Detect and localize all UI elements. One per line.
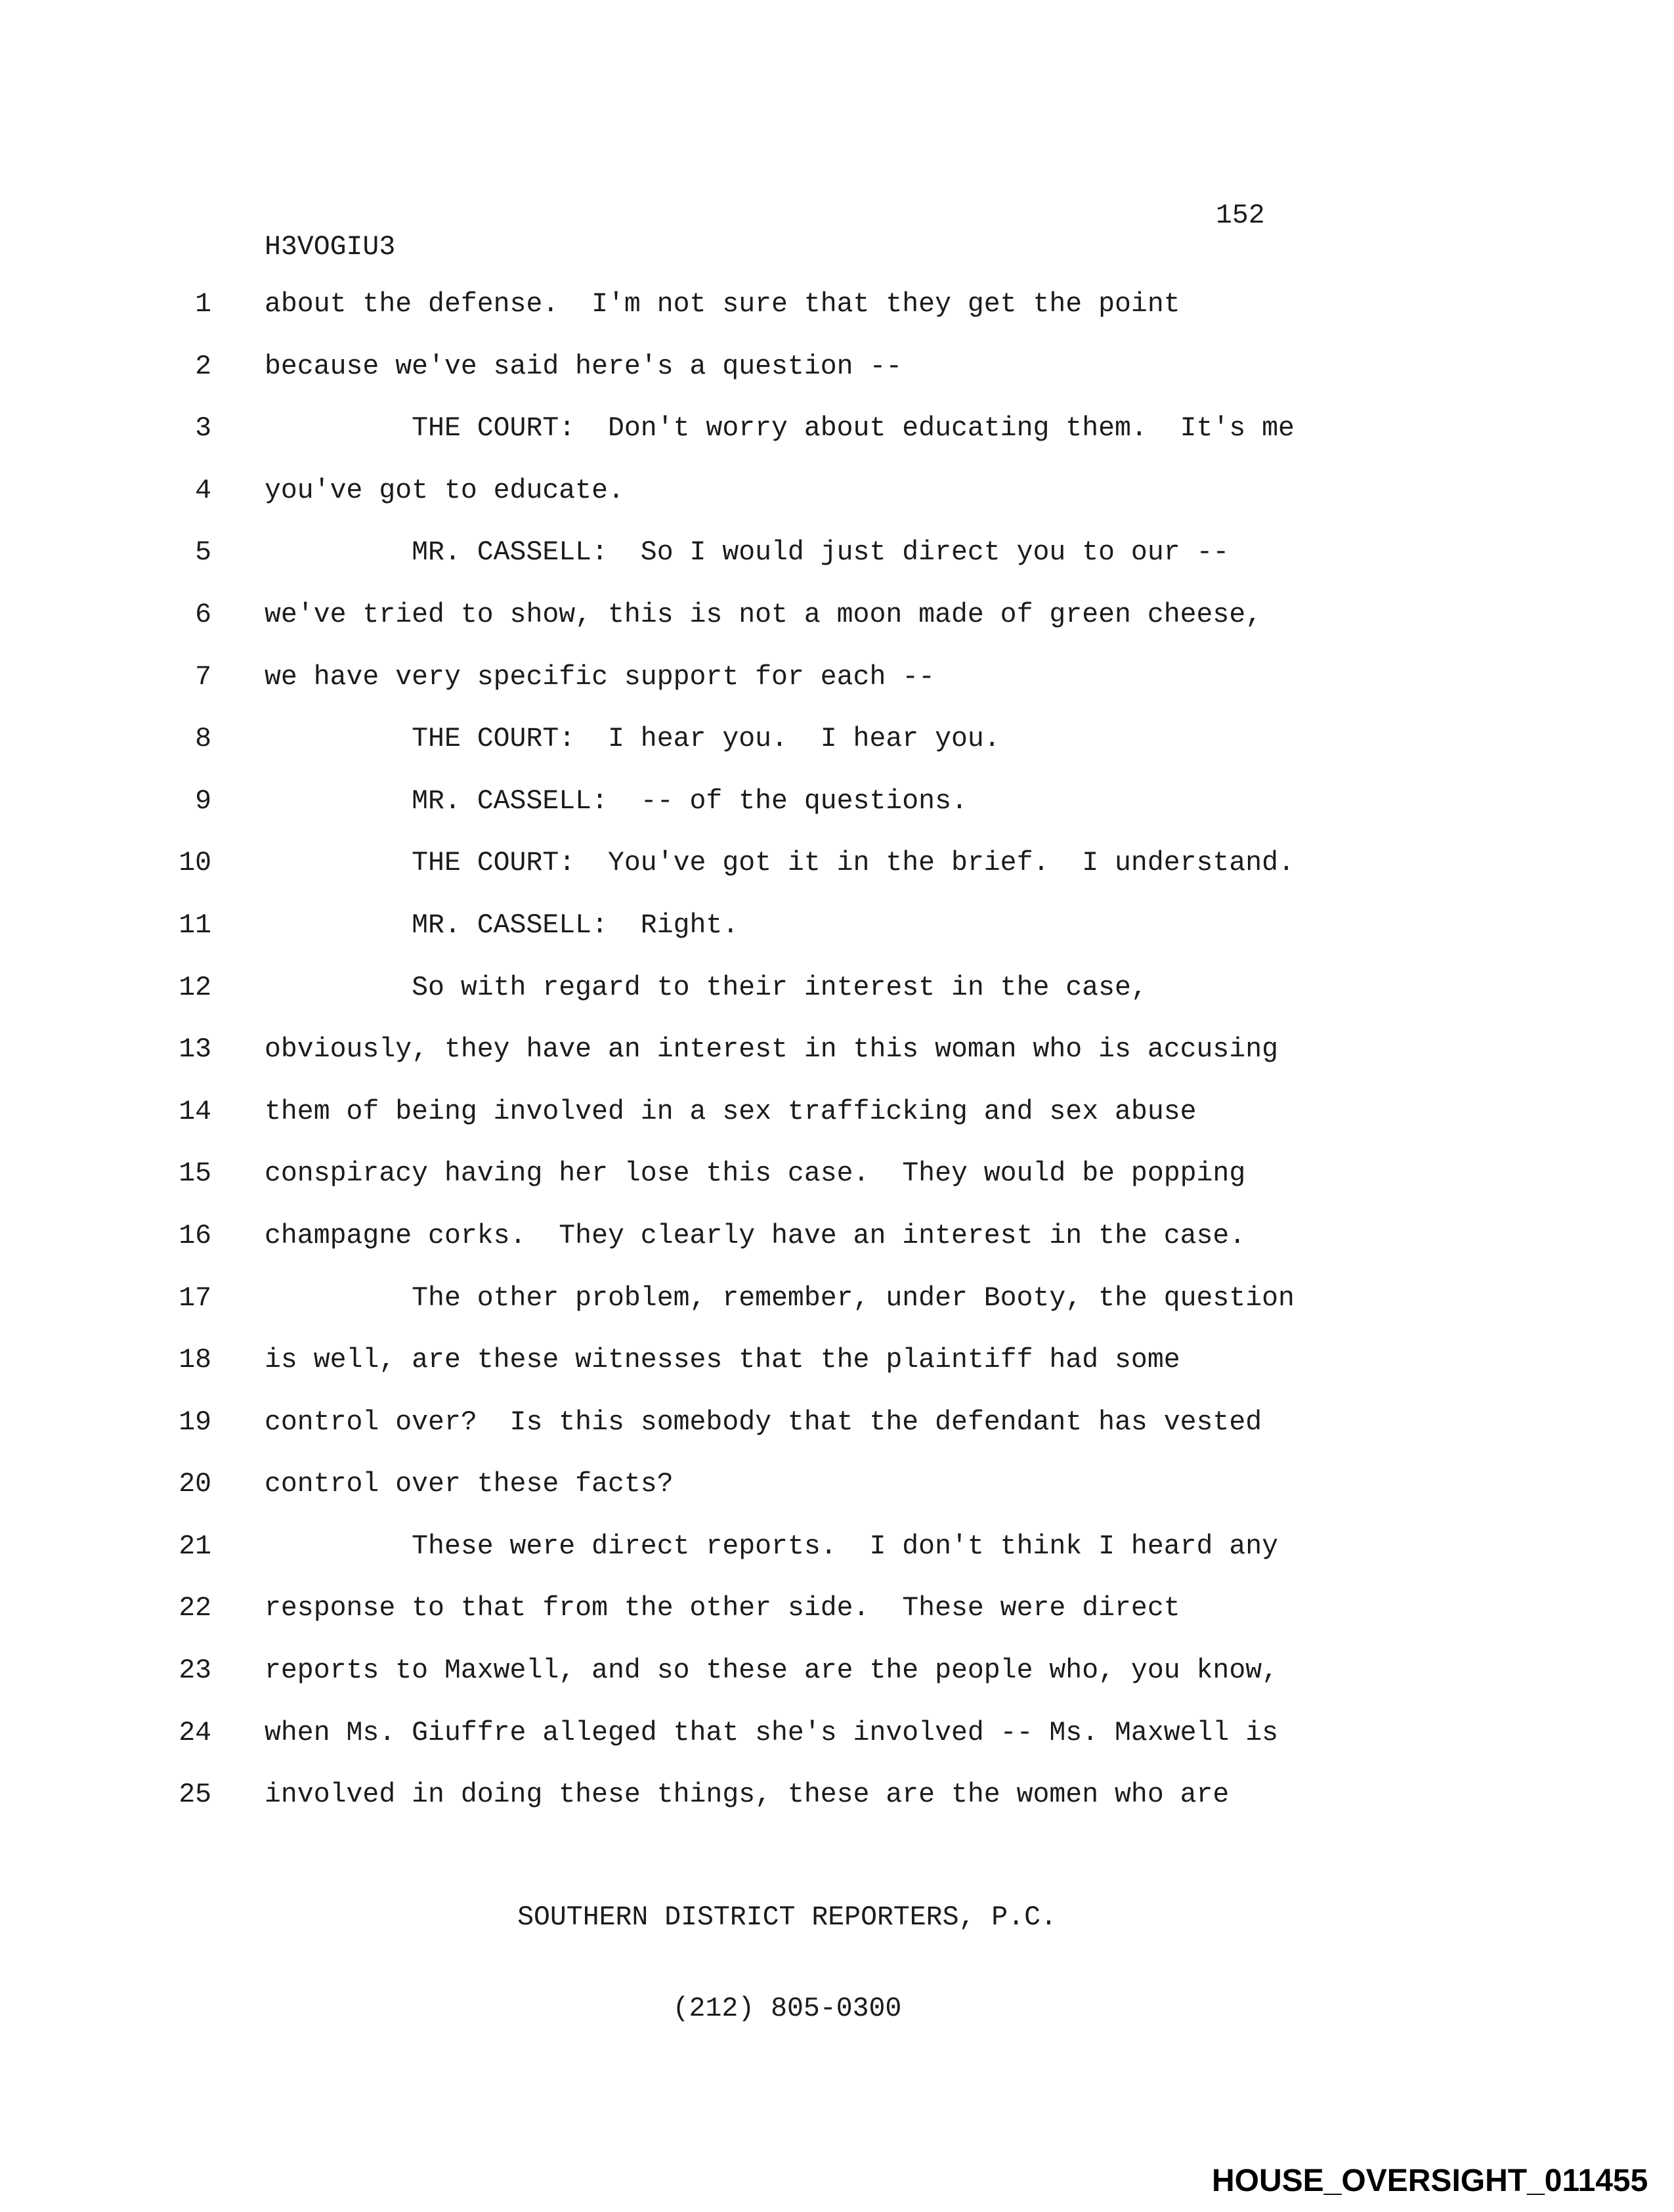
transcript-line	[0, 833, 1674, 895]
line-number: 10	[179, 848, 211, 879]
line-text: MR. CASSELL: So I would just direct you to our --	[265, 537, 1230, 569]
line-text: about the defense. I'm not sure that they get the point	[265, 289, 1180, 320]
line-number: 21	[179, 1530, 211, 1562]
line-number: 25	[179, 1779, 211, 1811]
transcript-line	[0, 1516, 1674, 1578]
reporter-phone: (212) 805-0300	[672, 1993, 902, 2025]
line-text: response to that from the other side. These were direct	[265, 1593, 1180, 1624]
line-number: 19	[179, 1406, 211, 1438]
line-text: conspiracy having her lose this case. They would be popping	[265, 1158, 1246, 1190]
line-text: we've tried to show, this is not a moon made of green cheese,	[265, 599, 1262, 630]
line-number: 9	[195, 785, 211, 817]
line-number: 15	[179, 1158, 211, 1190]
page-number: 152	[1216, 200, 1265, 231]
transcript-line	[0, 1081, 1674, 1144]
line-text: control over? Is this somebody that the defendant has vested	[265, 1406, 1262, 1438]
line-text: champagne corks. They clearly have an interest in the case.	[265, 1220, 1246, 1251]
line-number: 22	[179, 1593, 211, 1624]
line-text: THE COURT: Don't worry about educating them. It's me	[265, 413, 1295, 445]
transcript-line	[0, 1268, 1674, 1330]
transcript-line	[0, 771, 1674, 833]
bates-stamp: HOUSE_OVERSIGHT_011455	[1212, 2163, 1648, 2198]
transcript-line	[0, 1454, 1674, 1516]
transcript-line	[0, 1392, 1674, 1454]
line-number: 18	[179, 1345, 211, 1376]
line-number: 14	[179, 1096, 211, 1127]
transcript-line	[0, 957, 1674, 1020]
line-text: them of being involved in a sex trafficking and sex abuse	[265, 1096, 1197, 1127]
transcript-line	[0, 1764, 1674, 1827]
line-number: 3	[195, 413, 211, 445]
line-text: is well, are these witnesses that the plaintiff had some	[265, 1345, 1180, 1376]
transcript-body	[0, 274, 1674, 1827]
line-text: involved in doing these things, these are the women who are	[265, 1779, 1230, 1811]
line-text: So with regard to their interest in the case,	[265, 972, 1148, 1003]
line-text: we have very specific support for each --	[265, 661, 935, 693]
reporter-footer	[265, 1842, 1310, 2085]
line-number: 12	[179, 972, 211, 1003]
line-number: 6	[195, 599, 211, 630]
line-text: THE COURT: I hear you. I hear you.	[265, 724, 1000, 755]
transcript-line	[0, 647, 1674, 709]
line-number: 24	[179, 1717, 211, 1748]
line-text: when Ms. Giuffre alleged that she's involved -- Ms. Maxwell is	[265, 1717, 1279, 1748]
line-text: you've got to educate.	[265, 475, 624, 506]
transcript-line	[0, 1330, 1674, 1392]
transcript-line	[0, 1640, 1674, 1702]
line-text: THE COURT: You've got it in the brief. I understand.	[265, 848, 1295, 879]
line-number: 7	[195, 661, 211, 693]
line-number: 1	[195, 289, 211, 320]
line-text: control over these facts?	[265, 1469, 674, 1500]
line-number: 23	[179, 1655, 211, 1687]
transcript-line	[0, 1019, 1674, 1081]
line-text: These were direct reports. I don't think I heard any	[265, 1530, 1279, 1562]
transcript-line	[0, 1143, 1674, 1205]
line-number: 17	[179, 1282, 211, 1314]
transcript-line	[0, 274, 1674, 336]
line-text: obviously, they have an interest in this woman who is accusing	[265, 1034, 1279, 1066]
line-number: 11	[179, 909, 211, 941]
line-number: 8	[195, 724, 211, 755]
transcript-session-id: H3VOGIU3	[265, 232, 396, 263]
reporter-name: SOUTHERN DISTRICT REPORTERS, P.C.	[517, 1901, 1057, 1933]
line-text: MR. CASSELL: Right.	[265, 909, 739, 941]
transcript-line	[0, 336, 1674, 399]
transcript-line	[0, 1702, 1674, 1765]
transcript-line	[0, 584, 1674, 647]
transcript-line	[0, 522, 1674, 584]
line-number: 13	[179, 1034, 211, 1066]
line-number: 5	[195, 537, 211, 569]
line-number: 20	[179, 1469, 211, 1500]
transcript-line	[0, 1578, 1674, 1640]
line-text: MR. CASSELL: -- of the questions.	[265, 785, 968, 817]
transcript-line	[0, 708, 1674, 771]
transcript-line	[0, 1205, 1674, 1268]
transcript-line	[0, 398, 1674, 460]
transcript-line	[0, 895, 1674, 957]
line-text: reports to Maxwell, and so these are the people who, you know,	[265, 1655, 1279, 1687]
line-number: 4	[195, 475, 211, 506]
line-number: 2	[195, 351, 211, 382]
line-text: The other problem, remember, under Booty, the question	[265, 1282, 1295, 1314]
line-text: because we've said here's a question --	[265, 351, 903, 382]
transcript-line	[0, 460, 1674, 523]
line-number: 16	[179, 1220, 211, 1251]
